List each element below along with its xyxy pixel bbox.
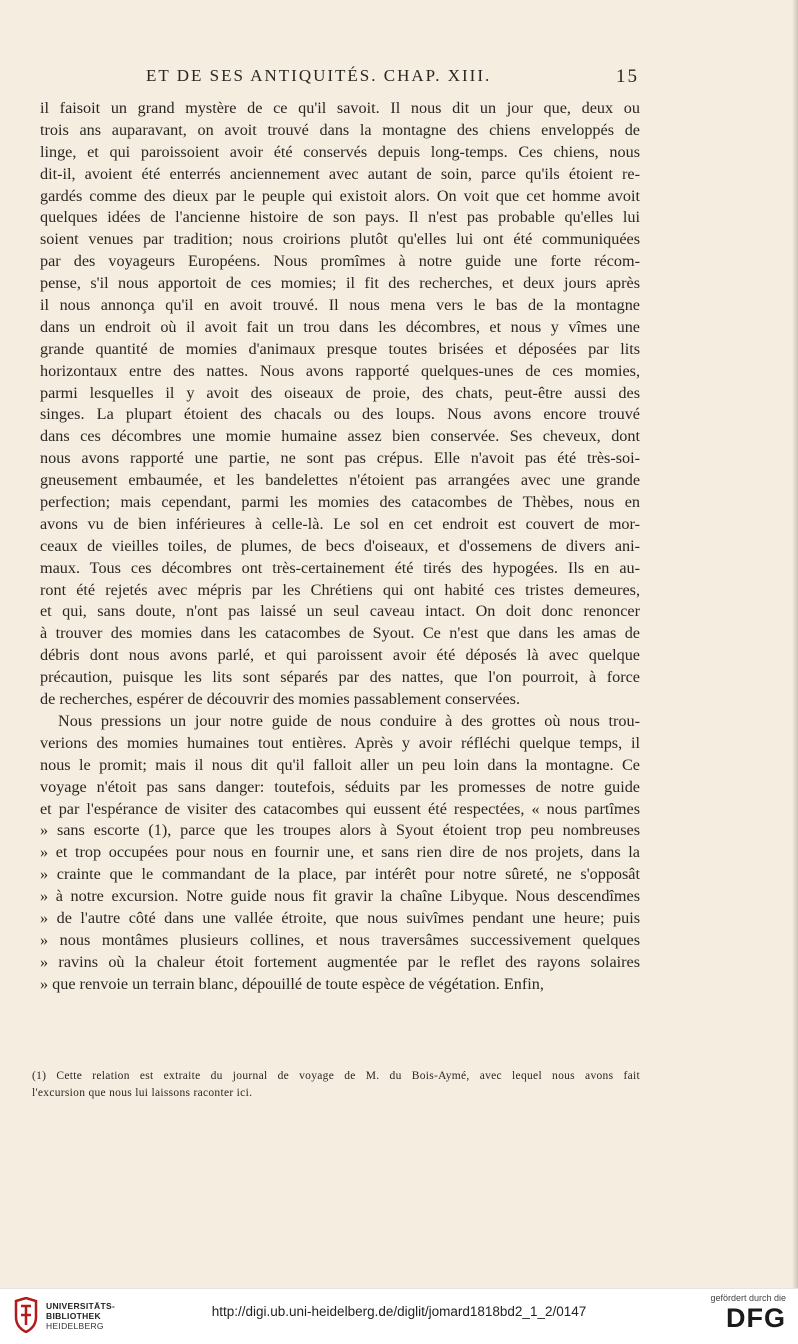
text-line: » nous montâmes plusieurs collines, et nous traversâmes successivement quelques bbox=[40, 930, 640, 949]
text-line: » ravins où la chaleur étoit fortement augmentée par le reflet des rayons solaires bbox=[40, 952, 640, 971]
logo-line: UNIVERSITÄTS- bbox=[46, 1301, 116, 1311]
text-line: gneusement embaumée, et les bandelettes n'étoient pas arrangées avec une grande bbox=[40, 471, 640, 490]
text-line: » et trop occupées pour nous en fournir une, et sans rien dire de nos projets, dans la bbox=[40, 843, 640, 862]
text-line: horizontaux entre des nattes. Nous avons rapporté quelques-unes de ces momies, bbox=[40, 361, 640, 380]
text-line: nous avons rapporté une partie, ne sont pas crépus. Elle n'avoit pas été très-soi- bbox=[40, 449, 640, 468]
text-line: et par l'espérance de visiter des catacombes qui eussent été respectées, « nous partîmes bbox=[40, 799, 640, 818]
text-line: et qui, sans doute, n'ont pas laissé un seul caveau intact. On doit donc renoncer bbox=[40, 602, 640, 621]
text-line: grande quantité de momies d'animaux presque toutes brisées et déposées par lits bbox=[40, 339, 640, 358]
dfg-logo-text: DFG bbox=[726, 1303, 786, 1333]
text-line: » que renvoie un terrain blanc, dépouillé de toute espèce de végétation. Enfin, bbox=[40, 974, 544, 993]
viewer-footer bbox=[0, 1288, 798, 1344]
text-line: avons vu de bien inférieures à celle-là. Le sol en cet endroit est couvert de mor- bbox=[40, 514, 640, 533]
text-line: gardés comme des dieux par le peuple qui existoit alors. On voit que cet homme avoit bbox=[40, 186, 640, 205]
text-line: parmi lesquelles il y avoit des oiseaux de proie, des chats, peut-être aussi des bbox=[40, 383, 640, 402]
footnote-line: (1) Cette relation est extraite du journal de voyage de M. du Bois-Aymé, avec lequel nous avons fait bbox=[32, 1070, 640, 1082]
text-line: singes. La plupart étoient des chacals ou des loups. Nous avons encore trouvé bbox=[40, 405, 640, 424]
logo-line: BIBLIOTHEK bbox=[46, 1311, 101, 1321]
logo-line: HEIDELBERG bbox=[46, 1321, 104, 1331]
page-number: 15 bbox=[616, 66, 639, 87]
text-line: de recherches, espérer de découvrir des momies passablement conservées. bbox=[40, 690, 521, 709]
text-line: il faisoit un grand mystère de ce qu'il savoit. Il nous dit un jour que, deux ou bbox=[40, 99, 640, 117]
text-line: nous le promit; mais il nous dit qu'il falloit aller un peu loin dans la montagne. Ce bbox=[40, 755, 640, 774]
text-line: quelques idées de l'ancienne histoire de son pays. Il n'est pas probable qu'elles lui bbox=[40, 208, 640, 227]
funded-by-label: gefördert durch die bbox=[710, 1293, 786, 1303]
text-line: Nous pressions un jour notre guide de nous conduire à des grottes où nous trou- bbox=[58, 711, 640, 730]
text-line: » à notre excursion. Notre guide nous fit gravir la chaîne Libyque. Nous descendîmes bbox=[40, 887, 640, 906]
text-line: à trouver des momies dans les catacombes de Syout. Ce n'est que dans les amas de bbox=[40, 624, 640, 643]
text-line: linge, et qui paroissoient avoir été conservés depuis long-temps. Ces chiens, nous bbox=[40, 142, 640, 161]
text-line: par des voyageurs Européens. Nous promîmes à notre guide une forte récom- bbox=[40, 252, 640, 271]
text-line: » crainte que le commandant de la place, par intérêt pour notre sûreté, ne s'opposât bbox=[40, 865, 640, 884]
header-title: ET DE SES ANTIQUITÉS. CHAP. XIII. bbox=[146, 66, 492, 85]
text-line: pense, s'il nous apportoit de ces momies; il fit des recherches, et deux jours après bbox=[40, 274, 640, 293]
text-line: trois ans auparavant, on avoit trouvé dans la montagne des chiens enveloppés de bbox=[40, 120, 640, 139]
text-line: maux. Tous ces décombres ont très-certainement été tirés des hypogées. Ils en au- bbox=[40, 558, 640, 577]
running-header bbox=[0, 66, 798, 90]
text-line: dans ces décombres une momie humaine assez bien conservée. Ses cheveux, dont bbox=[40, 427, 640, 446]
text-line: il nous annonça qu'il en avoit trouvé. Il nous mena vers le bas de la montagne bbox=[40, 296, 640, 315]
text-line: perfection; mais cependant, parmi les momies des catacombes de Thèbes, nous en bbox=[40, 493, 640, 512]
footnote bbox=[32, 1068, 640, 1102]
text-line: voyage n'étoit pas sans danger: toutefois, séduits par les promesses de notre guide bbox=[40, 777, 640, 796]
text-line: ront été rejetés avec mépris par les Chrétiens qui ont habité ces tristes demeures, bbox=[40, 580, 640, 599]
footnote-line: l'excursion que nous lui laissons raconter ici. bbox=[32, 1087, 253, 1099]
text-line: » de l'autre côté dans une vallée étroite, que nous suivîmes pendant une heure; puis bbox=[40, 908, 640, 927]
text-line: dit-il, avoient été enterrés anciennement avec autant de soin, parce qu'ils étoient re- bbox=[40, 164, 640, 183]
body-text bbox=[40, 98, 640, 996]
dfg-logo[interactable] bbox=[676, 1293, 786, 1339]
text-line: » sans escorte (1), parce que les troupes alors à Syout étoient trop peu nombreuses bbox=[40, 821, 640, 840]
text-line: débris dont nous avons parlé, et qui paroissent avoir été déposés là avec quelque bbox=[40, 646, 640, 665]
permalink-url[interactable]: http://digi.ub.uni-heidelberg.de/diglit/jomard1818bd2_1_2/0147 bbox=[211, 1304, 587, 1319]
text-line: précaution, puisque les lits sont séparés par des nattes, que l'on pourroit, à force bbox=[40, 668, 640, 687]
text-line: verions des momies humaines tout entières. Après y avoir réfléchi quelque temps, il bbox=[40, 733, 640, 752]
text-line: dans un endroit où il avoit fait un trou dans les décombres, et nous y vîmes une bbox=[40, 317, 640, 336]
text-line: soient venues par tradition; nous croirions plutôt qu'elles lui ont été communiquées bbox=[40, 230, 640, 249]
text-line: ceaux de vieilles toiles, de plumes, de becs d'oiseaux, et d'ossemens de divers ani- bbox=[40, 536, 640, 555]
